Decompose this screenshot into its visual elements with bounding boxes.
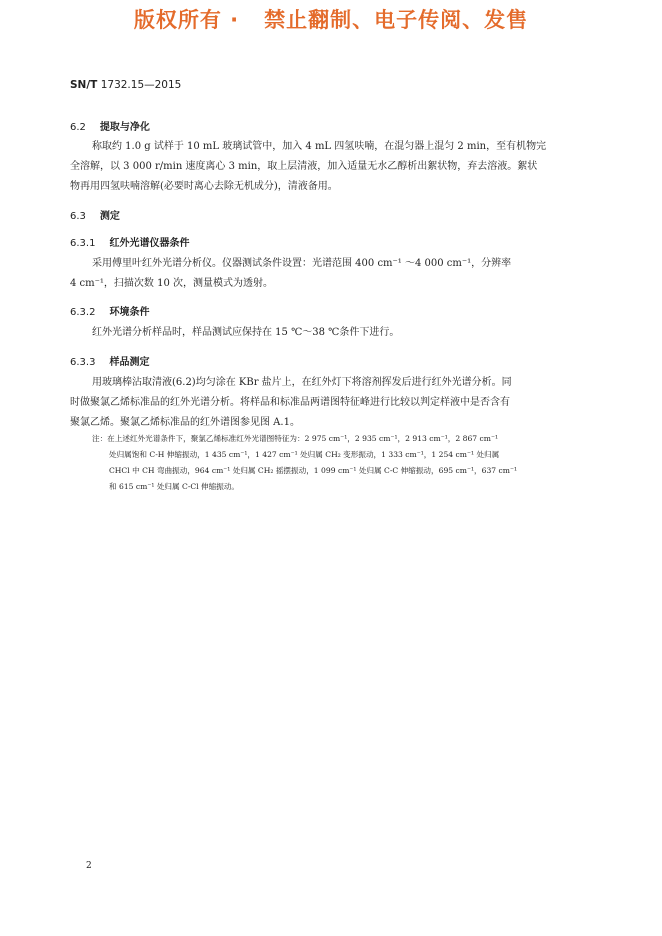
section-number: 6.3.1 <box>70 238 96 249</box>
section-title: 环境条件 <box>109 307 150 318</box>
paragraph-line: 采用傅里叶红外光谱分析仪。仪器测试条件设置：光谱范围 400 cm⁻¹ ～4 000 cm⁻¹，分辨率 <box>92 258 512 269</box>
section-title: 提取与净化 <box>99 122 150 133</box>
note-line: 处归属饱和 C-H 伸缩振动，1 435 cm⁻¹，1 427 cm⁻¹ 处归属 CH₂ 变形振动，1 333 cm⁻¹，1 254 cm⁻¹ 处归属 <box>109 450 500 459</box>
note-line: 注：在上述红外光谱条件下，聚氯乙烯标准红外光谱图特征为：2 975 cm⁻¹，2 935 cm⁻¹，2 913 cm⁻¹，2 867 cm⁻¹ <box>92 434 499 443</box>
standard-prefix: SN/T <box>70 79 98 91</box>
section-6-3-1-heading <box>70 234 189 249</box>
section-6-3-heading <box>70 207 120 222</box>
paragraph-line: 聚氯乙烯。聚氯乙烯标准品的红外谱图参见图 A.1。 <box>70 417 300 428</box>
section-number: 6.3.3 <box>70 357 96 368</box>
standard-number <box>70 79 181 91</box>
paragraph-line: 红外光谱分析样品时，样品测试应保持在 15 ℃～38 ℃条件下进行。 <box>92 327 400 338</box>
section-title: 测定 <box>99 211 120 222</box>
paragraph-environment <box>70 323 592 343</box>
note-block <box>92 431 592 495</box>
section-6-3-2-heading <box>70 303 149 318</box>
page-number: 2 <box>86 861 92 871</box>
section-number: 6.3.2 <box>70 307 96 318</box>
section-title: 红外光谱仪器条件 <box>109 238 190 249</box>
paragraph-line: 称取约 1.0 g 试样于 10 mL 玻璃试管中，加入 4 mL 四氢呋喃，在混匀器上混匀 2 min，至有机物完 <box>92 141 547 152</box>
paragraph-line: 4 cm⁻¹，扫描次数 10 次，测量模式为透射。 <box>70 278 273 289</box>
copyright-watermark: 版权所有 · 禁止翻制、电子传阅、发售 <box>133 8 529 32</box>
paragraph-sample-measurement <box>70 373 592 433</box>
note-line: 和 615 cm⁻¹ 处归属 C-Cl 伸缩振动。 <box>109 482 240 491</box>
section-number: 6.2 <box>70 122 86 133</box>
section-title: 样品测定 <box>109 357 150 368</box>
standard-code: 1732.15—2015 <box>100 79 182 91</box>
section-number: 6.3 <box>70 211 86 222</box>
section-6-3-3-heading <box>70 353 149 368</box>
paragraph-line: 全溶解，以 3 000 r/min 速度离心 3 min，取上层清液，加入适量无水乙醇析出絮状物，弃去溶液。絮状 <box>70 161 538 172</box>
paragraph-extraction <box>70 137 592 197</box>
paragraph-line: 时做聚氯乙烯标准品的红外光谱分析。将样品和标准品两谱图特征峰进行比较以判定样液中是否含有 <box>70 397 510 408</box>
paragraph-line: 用玻璃棒沾取清液(6.2)均匀涂在 KBr 盐片上，在红外灯下将溶剂挥发后进行红外光谱分析。同 <box>92 377 512 388</box>
section-6-2-heading <box>70 118 150 133</box>
paragraph-instrument-conditions <box>70 254 592 294</box>
paragraph-line: 物再用四氢呋喃溶解(必要时离心去除无机成分)，清液备用。 <box>70 181 338 192</box>
note-line: CHCl 中 CH 弯曲振动，964 cm⁻¹ 处归属 CH₂ 摇摆振动，1 099 cm⁻¹ 处归属 C-C 伸缩振动，695 cm⁻¹，637 cm⁻¹ <box>109 466 518 475</box>
